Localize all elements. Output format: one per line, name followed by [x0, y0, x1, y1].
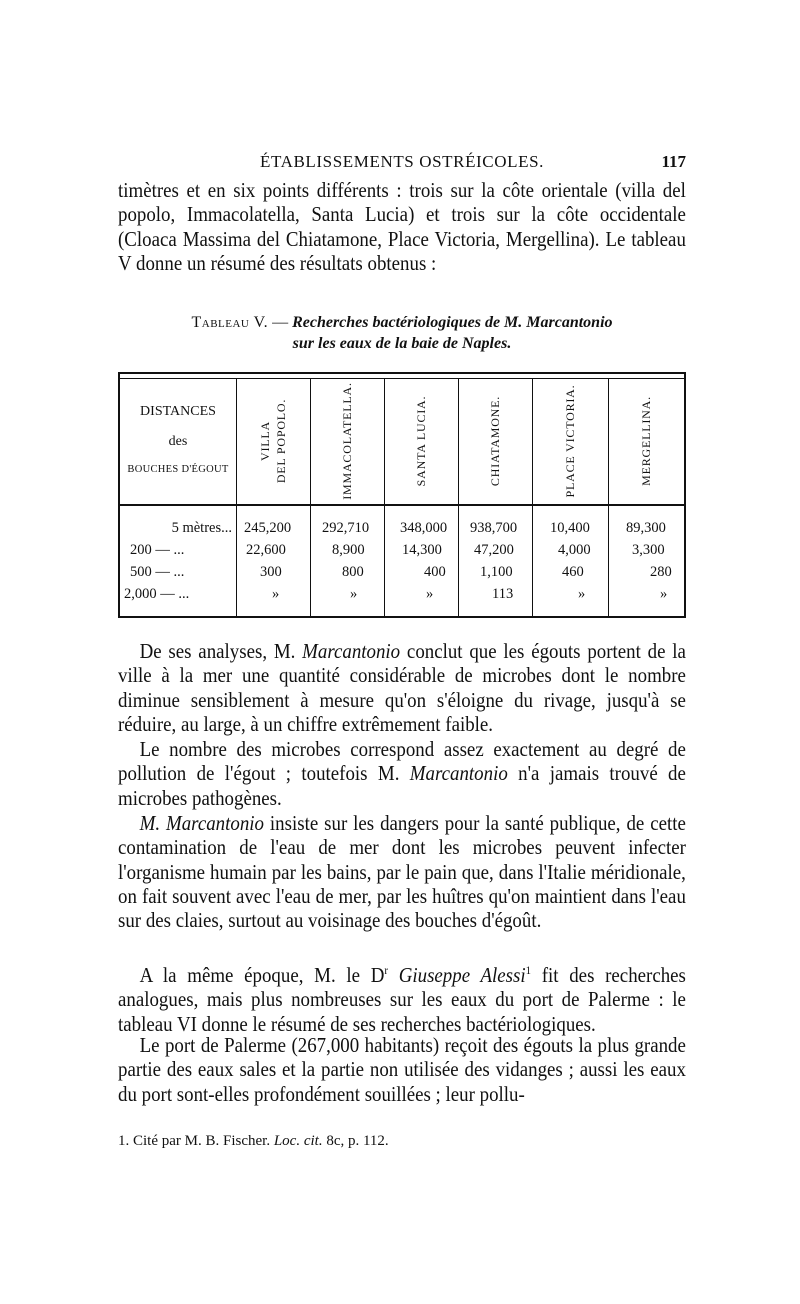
paragraph-conclusion: [118, 639, 686, 736]
cell-value: 938,700: [470, 520, 518, 536]
paragraph-alessi: [118, 958, 686, 1036]
caption-title-line2: sur les eaux de la baie de Naples.: [292, 335, 512, 352]
header-chiatamone-label: CHIATAMONE.: [488, 395, 502, 487]
header-place-victoria-label: PLACE VICTORIA.: [563, 384, 577, 498]
table-header-rule: [120, 504, 684, 506]
cell-value: 113: [492, 586, 514, 602]
paragraph-text: Le nombre des microbes correspond assez exactement au degré de pollution de l'égout ; toutefois M.: [118, 737, 686, 786]
footnote: [118, 1133, 686, 1150]
author-name: Giuseppe Alessi: [398, 963, 526, 987]
cell-value: 1,100: [480, 564, 513, 580]
header-immacolatella: [310, 380, 384, 502]
paragraph-palerme: Le port de Palerme (267,000 habitants) reçoit des égouts la plus grande partie des eaux sales et la partie non utilisée des vidanges ; aussi les eaux du port sont-elles profondément souillées ; leur pollu-: [118, 1033, 686, 1106]
cell-value: 280: [650, 564, 672, 580]
paragraph-dangers: [118, 811, 686, 932]
table-top-rule: [120, 378, 684, 379]
header-chiatamone: [458, 380, 532, 502]
cell-value: 47,200: [474, 542, 514, 558]
cell-value: 22,600: [246, 542, 286, 558]
header-mergellina: [608, 380, 684, 502]
superscript: r: [384, 963, 388, 977]
row-distance: 200 — ...: [130, 542, 185, 558]
running-head: [118, 150, 686, 174]
author-name: Marcantonio: [302, 639, 401, 663]
cell-value: »: [578, 586, 586, 602]
cell-value: 8,900: [332, 542, 365, 558]
paragraph-intro: timètres et en six points différents : trois sur la côte orientale (villa del popolo, Immacolatella, Santa Lucia) et trois sur la côte occidentale (Cloaca Massima del Chiatamone, Place Victoria, Mergellina). Le tableau V donne un résumé des résultats obtenus :: [118, 178, 686, 275]
cell-value: 292,710: [322, 520, 370, 536]
caption-dash: —: [268, 314, 293, 331]
footnote-text: 8c, p. 112.: [322, 1133, 389, 1149]
footnote-citation: Loc. cit.: [273, 1133, 323, 1149]
header-distances-bouches: BOUCHES D'ÉGOUT: [127, 464, 229, 475]
paragraph-text: A la même époque, M. le D: [139, 963, 385, 987]
cell-value: 3,300: [632, 542, 665, 558]
running-title: ÉTABLISSEMENTS OSTRÉICOLES.: [259, 152, 545, 171]
table-row: [120, 586, 684, 608]
caption-title-line1: Recherches bactériologiques de M. Marcantonio: [292, 314, 613, 331]
header-santa-lucia: [384, 380, 458, 502]
table-row: [120, 520, 684, 542]
footnote-text: 1. Cité par M. B. Fischer.: [118, 1133, 274, 1149]
row-distance: 500 — ...: [130, 564, 185, 580]
cell-value: 460: [562, 564, 584, 580]
paragraph-text: fit des recherches analogues, mais plus nombreuses sur les eaux du port de Palerme : le tableau VI donne le résumé de ses recherches bactériologiques.: [118, 963, 686, 1036]
header-santa-lucia-label: SANTA LUCIA.: [414, 395, 428, 487]
paragraph-text: conclut que les égouts portent de la ville à la mer une quantité considérable de microbes dont le nombre diminue sensiblement à mesure qu'on s'éloigne du rivage, jusqu'à se réduire, au large, à un chiffre extrêmement faible.: [118, 639, 686, 736]
row-distance: 5 mètres...: [171, 520, 232, 536]
paragraph-text: n'a jamais trouvé de microbes pathogènes.: [118, 761, 686, 810]
cell-value: 14,300: [402, 542, 442, 558]
cell-value: 10,400: [550, 520, 590, 536]
table-row: [120, 542, 684, 564]
cell-value: »: [660, 586, 668, 602]
author-name: M. Marcantonio: [139, 811, 264, 835]
cell-value: 4,000: [558, 542, 591, 558]
caption-label: Tableau V.: [191, 314, 269, 331]
header-immacolatella-label: IMMACOLATELLA.: [340, 382, 354, 500]
cell-value: »: [350, 586, 358, 602]
cell-value: »: [272, 586, 280, 602]
cell-value: 300: [260, 564, 282, 580]
paragraph-text: De ses analyses, M.: [139, 639, 303, 663]
header-mergellina-label: MERGELLINA.: [639, 396, 653, 486]
header-villa-line1: VILLA: [258, 421, 272, 462]
header-distances: [120, 380, 236, 502]
table-row: [120, 564, 684, 586]
cell-value: 400: [424, 564, 446, 580]
row-distance: 2,000 — ...: [124, 586, 190, 602]
cell-value: 800: [342, 564, 364, 580]
author-name: Marcantonio: [409, 761, 508, 786]
cell-value: »: [426, 586, 434, 602]
header-distances-des: des: [168, 434, 188, 449]
page-number: 117: [661, 152, 686, 171]
footnote-marker: 1: [525, 963, 532, 977]
header-place-victoria: [532, 380, 608, 502]
cell-value: 245,200: [244, 520, 292, 536]
header-distances-title: DISTANCES: [140, 404, 216, 419]
header-villa-line2: DEL POPOLO.: [274, 398, 288, 484]
data-table: [118, 372, 686, 618]
cell-value: 348,000: [400, 520, 448, 536]
paragraph-text: insiste sur les dangers pour la santé publique, de cette contamination de l'eau de mer dont les microbes peuvent infecter l'organisme humain par les bains, par le pain que, dans l'Italie méridionale, on fait souvent avec l'eau de mer, par les huîtres qu'on maintient dans l'eau sur des claies, surtout au voisinage des bouches d'égoût.: [118, 811, 686, 933]
paragraph-pollution: [118, 737, 686, 810]
table-caption: [118, 312, 686, 354]
header-villa-del-popolo: [236, 380, 310, 502]
cell-value: 89,300: [626, 520, 666, 536]
